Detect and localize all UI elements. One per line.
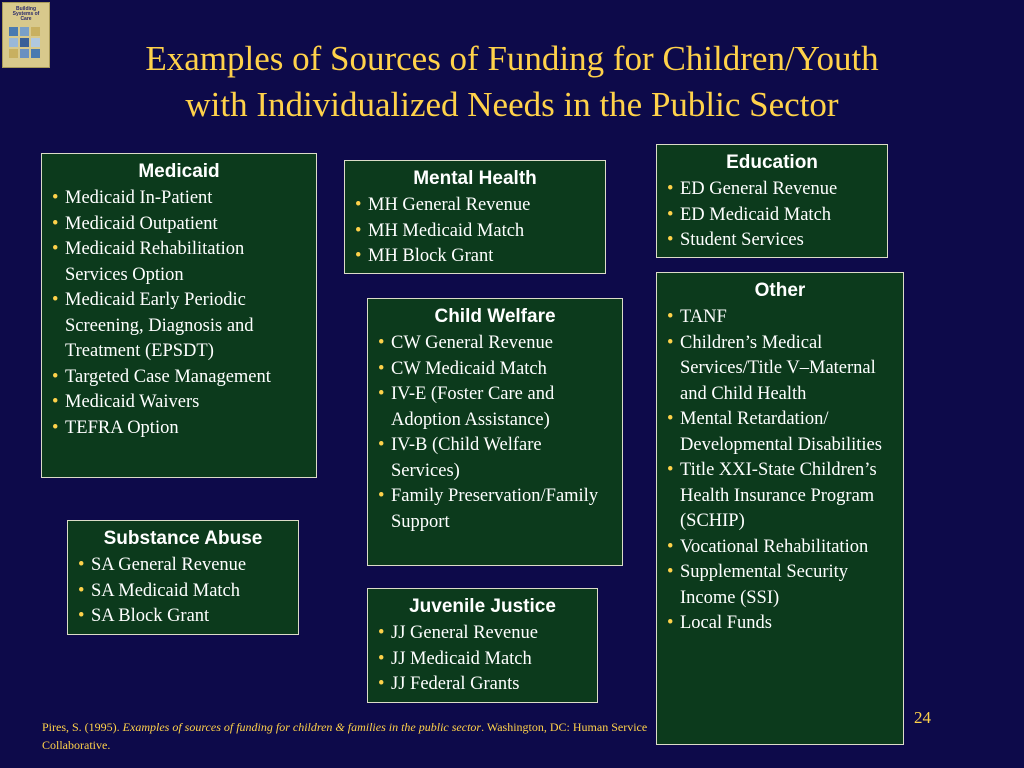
list-item: • ED Medicaid Match (667, 203, 877, 229)
funding-list (667, 305, 893, 637)
citation-publisher: . Washington, DC: Human Service Collaborative. (42, 720, 648, 752)
funding-list (667, 177, 877, 254)
title-line-2: with Individualized Needs in the Public Sector (185, 85, 839, 124)
list-item: • Mental Retardation/ Developmental Disabilities (667, 407, 893, 458)
page-number: 24 (914, 708, 931, 727)
list-item: • IV-E (Foster Care and Adoption Assistance) (378, 382, 612, 433)
list-item: • Medicaid Rehabilitation Services Option (52, 237, 306, 288)
box-title: Juvenile Justice (409, 596, 556, 617)
funding-list (52, 186, 306, 441)
list-item: • MH Block Grant (355, 244, 595, 270)
list-item: • Local Funds (667, 611, 893, 637)
slide-title (60, 36, 964, 128)
list-item: • MH Medicaid Match (355, 219, 595, 245)
list-item: • ED General Revenue (667, 177, 877, 203)
logo-text: Building Systems of Care (12, 6, 40, 22)
list-item: • Medicaid Waivers (52, 390, 306, 416)
box-title: Substance Abuse (103, 528, 263, 549)
list-item: • MH General Revenue (355, 193, 595, 219)
list-item: • Targeted Case Management (52, 365, 306, 391)
other-box (656, 272, 904, 745)
box-title: Other (754, 280, 806, 301)
funding-list (355, 193, 595, 270)
list-item: • JJ Federal Grants (378, 672, 587, 698)
logo-graphic (9, 27, 43, 59)
list-item: • JJ Medicaid Match (378, 647, 587, 673)
box-title: Education (726, 152, 818, 173)
mental-health-box (344, 160, 606, 274)
list-item: • Vocational Rehabilitation (667, 535, 893, 561)
substance-abuse-box (67, 520, 299, 635)
title-line-1: Examples of Sources of Funding for Children/Youth (145, 39, 879, 78)
list-item: • Student Services (667, 228, 877, 254)
funding-list (378, 331, 612, 535)
juvenile-justice-box (367, 588, 598, 703)
list-item: • TEFRA Option (52, 416, 306, 442)
list-item: • JJ General Revenue (378, 621, 587, 647)
list-item: • Medicaid Outpatient (52, 212, 306, 238)
list-item: • SA Medicaid Match (78, 579, 288, 605)
funding-list (378, 621, 587, 698)
list-item: • IV-B (Child Welfare Services) (378, 433, 612, 484)
list-item: • Medicaid In-Patient (52, 186, 306, 212)
list-item: • SA General Revenue (78, 553, 288, 579)
box-title: Child Welfare (434, 306, 556, 327)
list-item: • Medicaid Early Periodic Screening, Diagnosis and Treatment (EPSDT) (52, 288, 306, 365)
building-systems-of-care-logo (2, 2, 50, 68)
box-title: Medicaid (138, 161, 220, 182)
child-welfare-box (367, 298, 623, 566)
medicaid-box (41, 153, 317, 478)
list-item: • Title XXI-State Children’s Health Insurance Program (SCHIP) (667, 458, 893, 535)
list-item: • SA Block Grant (78, 604, 288, 630)
list-item: • CW General Revenue (378, 331, 612, 357)
list-item: • CW Medicaid Match (378, 357, 612, 383)
list-item: • Family Preservation/Family Support (378, 484, 612, 535)
list-item: • TANF (667, 305, 893, 331)
list-item: • Supplemental Security Income (SSI) (667, 560, 893, 611)
list-item: • Children’s Medical Services/Title V–Maternal and Child Health (667, 331, 893, 408)
education-box (656, 144, 888, 258)
citation-author: Pires, S. (1995). (42, 720, 123, 734)
funding-list (78, 553, 288, 630)
box-title: Mental Health (413, 168, 537, 189)
citation-title: Examples of sources of funding for children & families in the public sector (122, 720, 482, 734)
citation (42, 718, 652, 754)
